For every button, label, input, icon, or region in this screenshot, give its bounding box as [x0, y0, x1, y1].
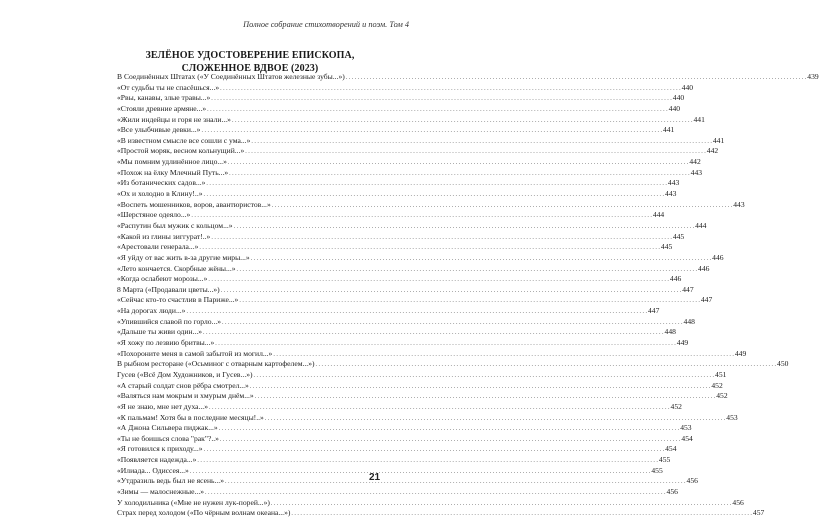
toc-entry-title: Страх перед холодом («По чёрным волнам океана...»): [117, 508, 291, 518]
toc-entry: [117, 444, 677, 455]
toc-entry: [117, 348, 747, 360]
toc-entry-title: «Воспеть мошенников, воров, авантюристов...»: [117, 199, 271, 209]
toc-entry-title: «Простой моряк, весном кольнущий...»: [117, 146, 245, 156]
toc-entry: [117, 359, 789, 370]
toc-entry-page: 444: [695, 220, 707, 230]
toc-entry-title: «Ты не боишься слова "рак"?..»: [117, 433, 219, 443]
toc-entry: [117, 380, 723, 392]
toc-entry-page: 440: [672, 93, 685, 103]
toc-entry-title: «Все улыбчивые девки...»: [117, 125, 201, 135]
dot-leader: [204, 190, 665, 201]
toc-entry-page: 448: [664, 327, 676, 337]
toc-entry-page: 449: [734, 348, 747, 358]
toc-entry: [117, 433, 693, 445]
toc-entry: [117, 455, 671, 466]
dot-leader: [191, 211, 652, 222]
toc-entry: [117, 369, 727, 381]
toc-entry: [117, 412, 738, 424]
dot-leader: [250, 382, 711, 393]
dot-leader: [222, 318, 683, 329]
toc-entry: [117, 476, 698, 487]
dot-leader: [251, 254, 712, 265]
dot-leader: [346, 73, 807, 84]
toc-entry: [117, 327, 676, 338]
toc-entry-page: 445: [660, 242, 673, 252]
dot-leader: [229, 169, 690, 180]
toc-entry-title: «Арестовали генерала...»: [117, 242, 199, 252]
dot-leader: [220, 435, 681, 446]
dot-leader: [316, 360, 777, 371]
toc-entry: [117, 242, 673, 253]
table-of-contents: [117, 72, 819, 519]
toc-entry-page: 441: [693, 114, 705, 124]
toc-entry-page: 439: [807, 72, 819, 81]
toc-entry-page: 453: [726, 412, 738, 422]
section-title-line-1: ЗЕЛЁНОЕ УДОСТОВЕРЕНИЕ ЕПИСКОПА,: [145, 50, 355, 61]
toc-entry-title: «Дальше ты живи один...»: [117, 327, 203, 337]
toc-entry: [117, 465, 663, 477]
toc-entry-page: 456: [732, 497, 744, 507]
toc-entry: [117, 231, 685, 243]
dot-leader: [190, 467, 651, 478]
dot-leader: [206, 179, 667, 190]
toc-entry: [117, 401, 682, 413]
toc-entry: [117, 252, 724, 264]
toc-entry-title: Гусев («Всё Дом Художников, и Гусев...»): [117, 369, 253, 379]
toc-entry-page: 442: [706, 146, 719, 156]
toc-entry: [117, 284, 694, 296]
toc-entry-title: «Я не знаю, мне нет духа...»: [117, 401, 209, 411]
toc-entry-title: У холодильника («Мне не нужен лук-порей...»): [117, 497, 270, 507]
dot-leader: [237, 265, 698, 276]
toc-entry-page: 440: [681, 82, 694, 92]
dot-leader: [273, 350, 734, 361]
toc-entry-page: 446: [698, 263, 710, 273]
dot-leader: [204, 445, 665, 456]
dot-leader: [199, 243, 660, 254]
toc-entry-title: «Я готовился к приходу...»: [117, 444, 203, 454]
dot-leader: [220, 84, 681, 95]
toc-entry-title: В Соединённых Штатах («У Соединённых Штатов железные зубы...»): [117, 72, 345, 81]
toc-entry-title: «Похороните меня в самой забытой из могил...»: [117, 348, 273, 358]
toc-entry: [117, 93, 685, 104]
toc-entry-page: 444: [652, 210, 665, 220]
toc-entry: [117, 391, 728, 402]
dot-leader: [197, 456, 658, 467]
dot-leader: [221, 286, 682, 297]
toc-entry-page: 448: [683, 316, 695, 326]
toc-entry: [117, 146, 719, 157]
toc-entry-title: «Появляется надежда...»: [117, 455, 197, 465]
toc-entry-title: «Распутин был мужик с кольцом...»: [117, 220, 233, 230]
toc-entry-title: «А Джона Сильвера пиджак...»: [117, 423, 218, 433]
toc-entry-page: 450: [777, 359, 789, 369]
toc-entry-title: «Из ботанических садов...»: [117, 178, 206, 188]
toc-entry: [117, 178, 680, 189]
toc-entry: [117, 125, 675, 136]
dot-leader: [208, 275, 669, 286]
toc-entry-page: 441: [712, 135, 725, 145]
dot-leader: [271, 499, 732, 510]
page-number: 21: [369, 472, 381, 483]
toc-entry: [117, 220, 707, 232]
dot-leader: [211, 233, 672, 244]
dot-leader: [215, 339, 676, 350]
toc-entry: [117, 306, 660, 317]
dot-leader: [207, 105, 668, 116]
toc-entry: [117, 199, 745, 211]
toc-entry-title: «Шерстяное одеяло...»: [117, 210, 191, 220]
toc-entry: [117, 210, 665, 221]
toc-entry-title: «Я хожу по лезвию бритвы...»: [117, 338, 215, 348]
toc-entry-page: 456: [666, 486, 678, 496]
toc-entry: [117, 295, 713, 306]
dot-leader: [203, 328, 664, 339]
toc-entry: [117, 72, 819, 83]
toc-entry-page: 449: [676, 338, 689, 348]
toc-entry-page: 457: [752, 508, 765, 518]
toc-entry-title: «Рвы, канавы, злые травы...»: [117, 93, 211, 103]
toc-entry-page: 454: [665, 444, 677, 454]
toc-entry-title: 8 Марта («Продавали цветы...»): [117, 284, 220, 294]
toc-entry: [117, 486, 678, 498]
toc-entry: [117, 497, 744, 509]
toc-entry-page: 441: [662, 125, 675, 135]
toc-entry-title: «В известном смысле все сошли с ума...»: [117, 135, 251, 145]
dot-leader: [201, 126, 662, 137]
dot-leader: [291, 509, 752, 520]
dot-leader: [228, 158, 689, 169]
dot-leader: [265, 414, 726, 425]
toc-entry-title: «От судьбы ты не спасёшься...»: [117, 82, 220, 92]
toc-entry-page: 455: [658, 455, 671, 465]
toc-entry-page: 454: [681, 433, 693, 443]
toc-entry-title: «Когда ослабеют морозы...»: [117, 274, 208, 284]
dot-leader: [254, 371, 715, 382]
toc-entry-title: «Валяться нам мокрым и хмурым днём...»: [117, 391, 254, 401]
toc-entry-page: 452: [670, 401, 682, 411]
dot-leader: [234, 222, 695, 233]
toc-entry: [117, 263, 710, 275]
toc-entry-title: «Сейчас кто-то счастлив в Париже...»: [117, 295, 239, 305]
toc-entry-title: «Ох и холодно в Клину!..»: [117, 189, 203, 199]
dot-leader: [245, 147, 706, 158]
dot-leader: [209, 403, 670, 414]
toc-entry-title: «Лето кончается. Скорбные жёны...»: [117, 263, 236, 273]
toc-entry-title: «Илиада... Одиссея...»: [117, 465, 189, 475]
toc-entry-page: 443: [665, 189, 677, 199]
toc-entry: [117, 508, 765, 519]
toc-entry: [117, 338, 689, 349]
toc-entry-page: 446: [669, 274, 682, 284]
toc-entry-title: «Жили индейцы и горя не знали...»: [117, 114, 231, 124]
toc-entry-page: 443: [690, 167, 703, 177]
toc-entry-title: «Я уйду от вас жить в-за другие миры...»: [117, 252, 250, 262]
toc-entry-title: «Похож на ёлку Млечный Путь...»: [117, 167, 229, 177]
toc-entry-title: «Зимы — малоснежные...»: [117, 486, 205, 496]
dot-leader: [232, 116, 693, 127]
toc-entry: [117, 103, 681, 115]
toc-entry-page: 456: [686, 476, 698, 486]
dot-leader: [211, 94, 672, 105]
toc-entry-title: «На дорогах люди...»: [117, 306, 186, 316]
dot-leader: [239, 296, 700, 307]
running-head: Полное собрание стихотворений и поэм. Том 4: [243, 20, 409, 29]
toc-entry-title: «Утдразиль ведь был не ясень...»: [117, 476, 225, 486]
toc-entry-title: «Стояли древние армяне...»: [117, 103, 207, 113]
dot-leader: [225, 477, 686, 488]
dot-leader: [186, 307, 647, 318]
toc-entry: [117, 82, 694, 94]
toc-entry-page: 442: [689, 157, 701, 167]
dot-leader: [205, 488, 666, 499]
toc-entry-page: 452: [711, 380, 723, 390]
toc-entry-title: «Какой из глины зиггурат!..»: [117, 231, 211, 241]
toc-entry-page: 453: [680, 423, 692, 433]
toc-entry-page: 447: [700, 295, 713, 305]
toc-entry-title: «К пальмам! Хотя бы в последние месяцы!..»: [117, 412, 264, 422]
toc-entry-title: «Упившийся славой по горло...»: [117, 316, 222, 326]
toc-entry-page: 445: [672, 231, 685, 241]
toc-entry: [117, 157, 701, 168]
toc-entry-page: 455: [651, 465, 663, 475]
toc-entry: [117, 114, 705, 126]
dot-leader: [251, 137, 712, 148]
toc-entry-page: 443: [667, 178, 680, 188]
toc-entry-page: 446: [712, 252, 724, 262]
toc-entry: [117, 274, 682, 285]
toc-entry-title: «А старый солдат снов рёбра смотрел...»: [117, 380, 249, 390]
toc-entry: [117, 167, 703, 179]
section-title-line-2: СЛОЖЕННОЕ ВДВОЕ (2023): [181, 62, 319, 74]
toc-entry-page: 443: [733, 199, 745, 209]
toc-entry: [117, 423, 692, 434]
toc-entry-page: 451: [715, 369, 727, 379]
toc-entry-title: В рыбном ресторане («Осьминог с отварным картофелем...»): [117, 359, 315, 369]
toc-entry-title: «Мы помним удлинённое лицо...»: [117, 157, 227, 167]
toc-entry: [117, 316, 695, 328]
toc-entry-page: 447: [682, 284, 694, 294]
toc-entry: [117, 135, 725, 147]
toc-entry: [117, 189, 677, 200]
toc-entry-page: 452: [716, 391, 728, 401]
dot-leader: [255, 392, 716, 403]
toc-entry-page: 440: [668, 103, 681, 113]
toc-entry-page: 447: [647, 306, 660, 316]
dot-leader: [219, 424, 680, 435]
